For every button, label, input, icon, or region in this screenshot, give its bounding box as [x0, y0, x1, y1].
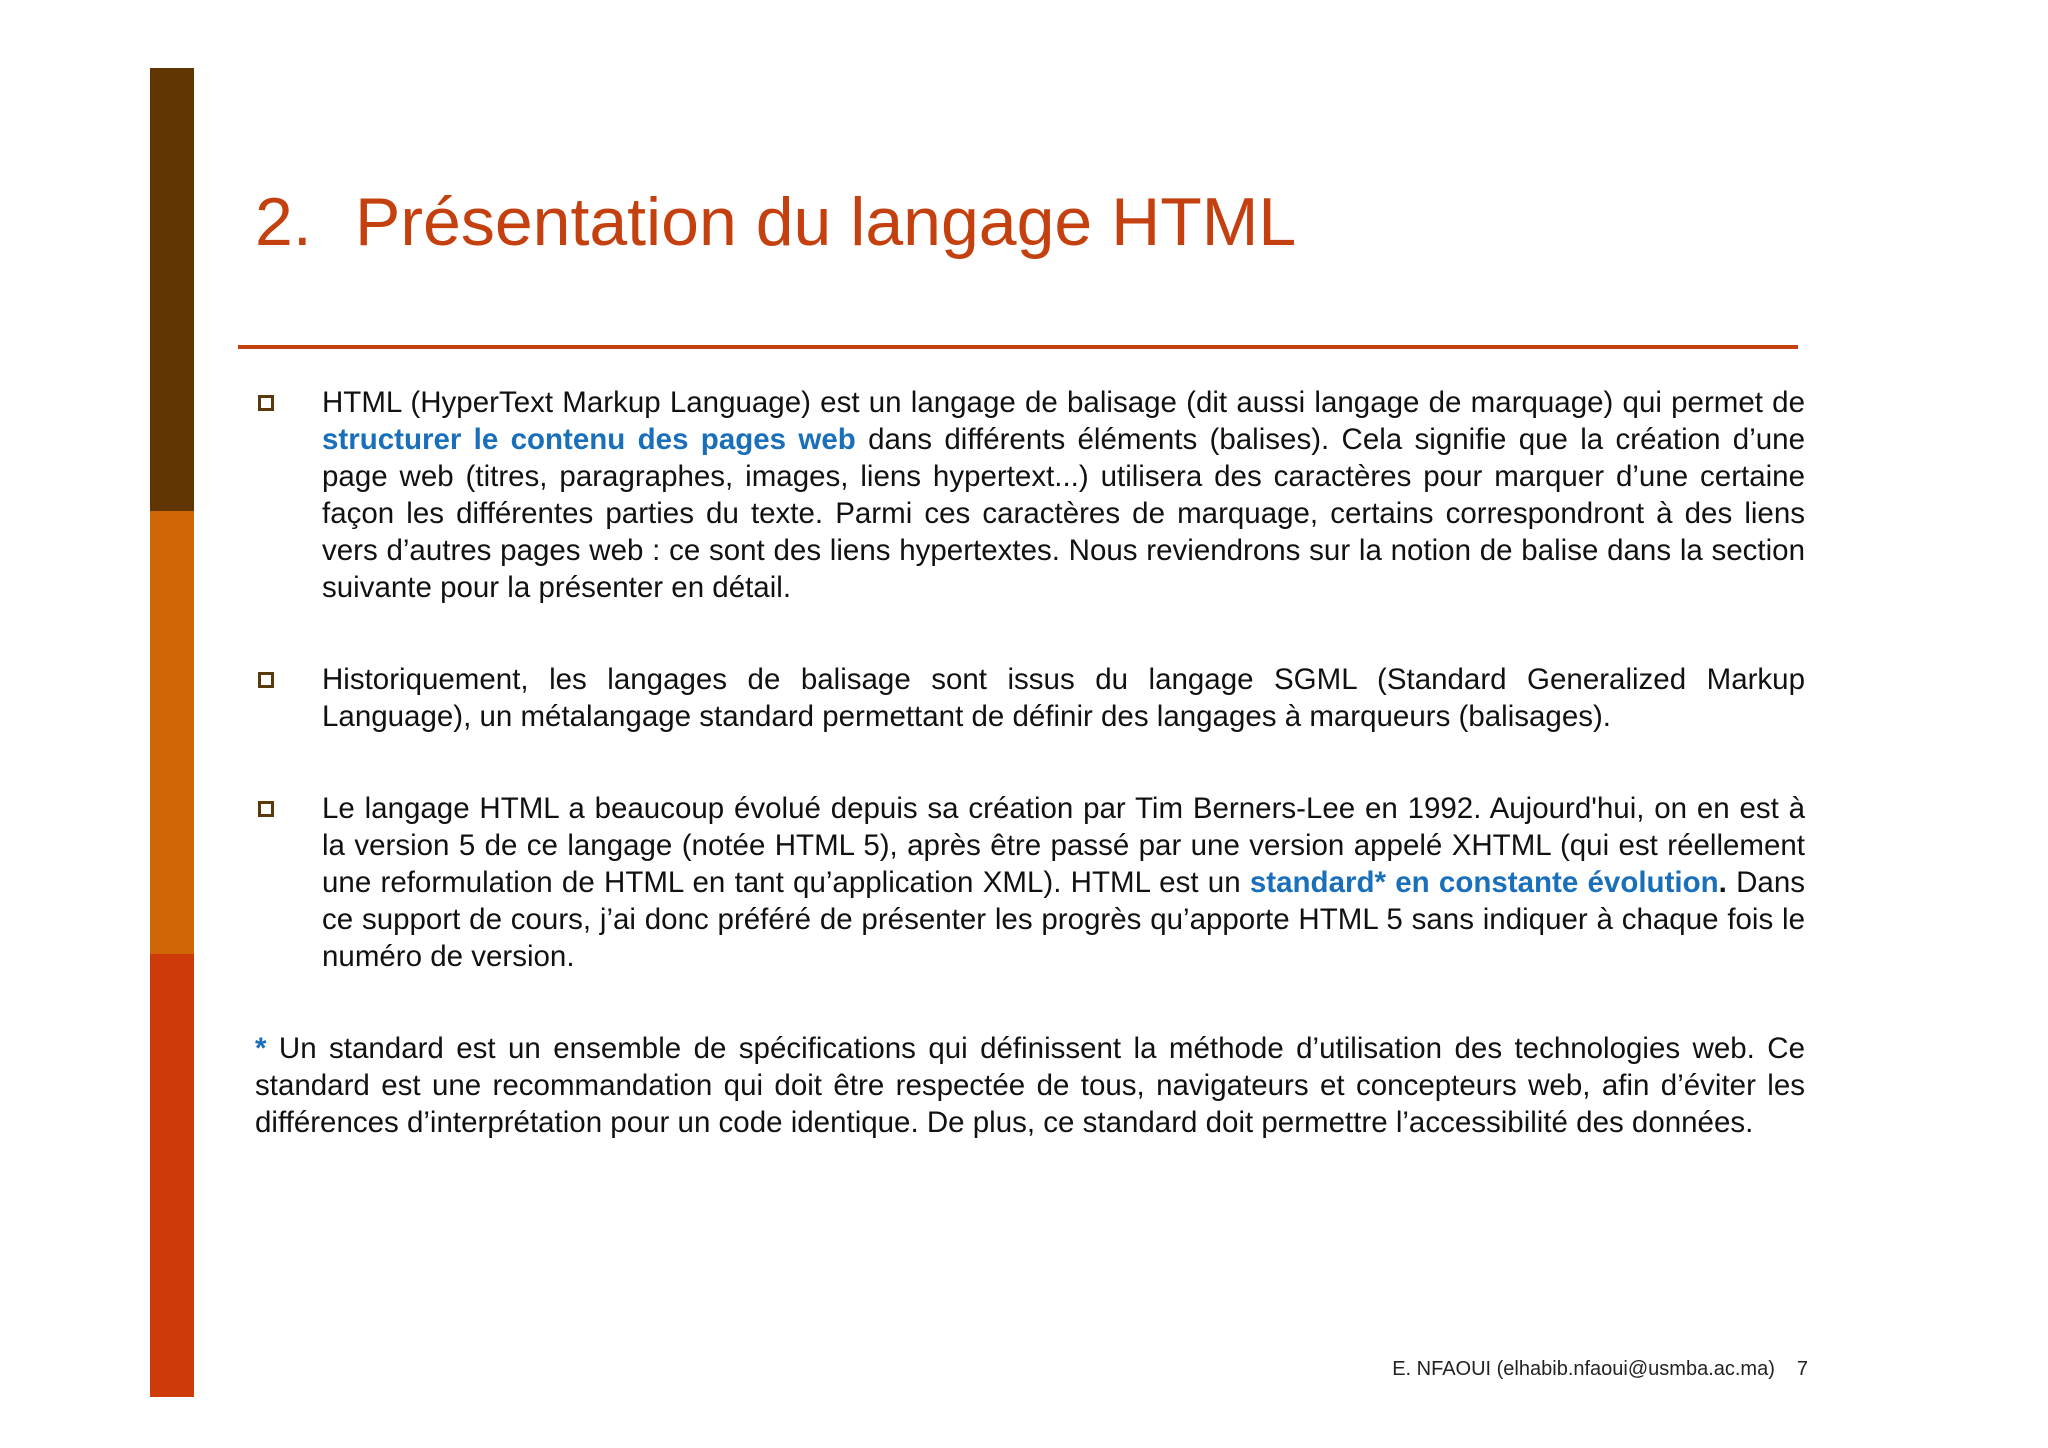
bullet-highlight: structurer le contenu des pages web — [322, 423, 856, 456]
footer-author: E. NFAOUI (elhabib.nfaoui@usmba.ac.ma) — [1392, 1358, 1775, 1380]
bullet-text: HTML (HyperText Markup Language) est un langage de balisage (dit aussi langage de marquage) qui permet de — [322, 386, 1805, 419]
bullet-history — [255, 661, 1805, 735]
slide-content — [255, 384, 1805, 1141]
sidebar-bar-red — [150, 954, 194, 1397]
bullet-text: dans différents éléments (balises). Cela signifie que la création d’une page web (titres, paragraphes, images, liens hypertext...) utilisera des caractères pour marquer d’une certaine façon les différentes parties du texte. Parmi ces caractères de marquage, certains correspondront à des liens vers d’autres pages web : ce sont des liens hypertextes. Nous reviendrons sur la notion de balise dans la section suivante pour la présenter en détail. — [322, 423, 1805, 604]
standard-footnote — [255, 1030, 1805, 1141]
square-bullet-icon — [258, 801, 274, 817]
bullet-text: Dans ce support de cours, j’ai donc préféré de présenter les progrès qu’apporte HTML 5 sans indiquer à chaque fois le numéro de version. — [322, 866, 1805, 973]
title-number: 2. — [255, 184, 312, 260]
footnote-star: * — [255, 1032, 267, 1065]
slide-footer — [1392, 1358, 1808, 1381]
sidebar-bar-brown — [150, 68, 194, 511]
bullet-html-definition — [255, 384, 1805, 606]
square-bullet-icon — [258, 395, 274, 411]
bullet-bold-dot: . — [1718, 866, 1727, 899]
title-text: Présentation du langage HTML — [355, 184, 1297, 260]
bullet-evolution — [255, 790, 1805, 975]
bullet-highlight: standard* en constante évolution — [1249, 866, 1719, 899]
sidebar-bar-orange — [150, 511, 194, 954]
footnote-text: Un standard est un ensemble de spécifications qui définissent la méthode d’utilisation des technologies web. Ce standard est une recommandation qui doit être respectée de tous, navigateurs et concepteurs web, afin d’éviter les différences d’interprétation pour un code identique. De plus, ce standard doit permettre l’accessibilité des données. — [255, 1032, 1805, 1139]
bullet-text: Le langage HTML a beaucoup évolué depuis sa création par Tim Berners-Lee en 1992. Aujourd'hui, on en est à la version 5 de ce langage (notée HTML 5), après être passé par une version appelé XHTML (qui est réellement une reformulation de HTML en tant qu’application XML). HTML est un — [322, 792, 1805, 899]
slide-title — [255, 185, 1296, 260]
title-underline — [238, 345, 1798, 349]
page-number: 7 — [1796, 1358, 1808, 1380]
bullet-text: Historiquement, les langages de balisage sont issus du langage SGML (Standard Generalized Markup Language), un métalangage standard permettant de définir des langages à marqueurs (balisages). — [322, 663, 1805, 733]
square-bullet-icon — [258, 672, 274, 688]
